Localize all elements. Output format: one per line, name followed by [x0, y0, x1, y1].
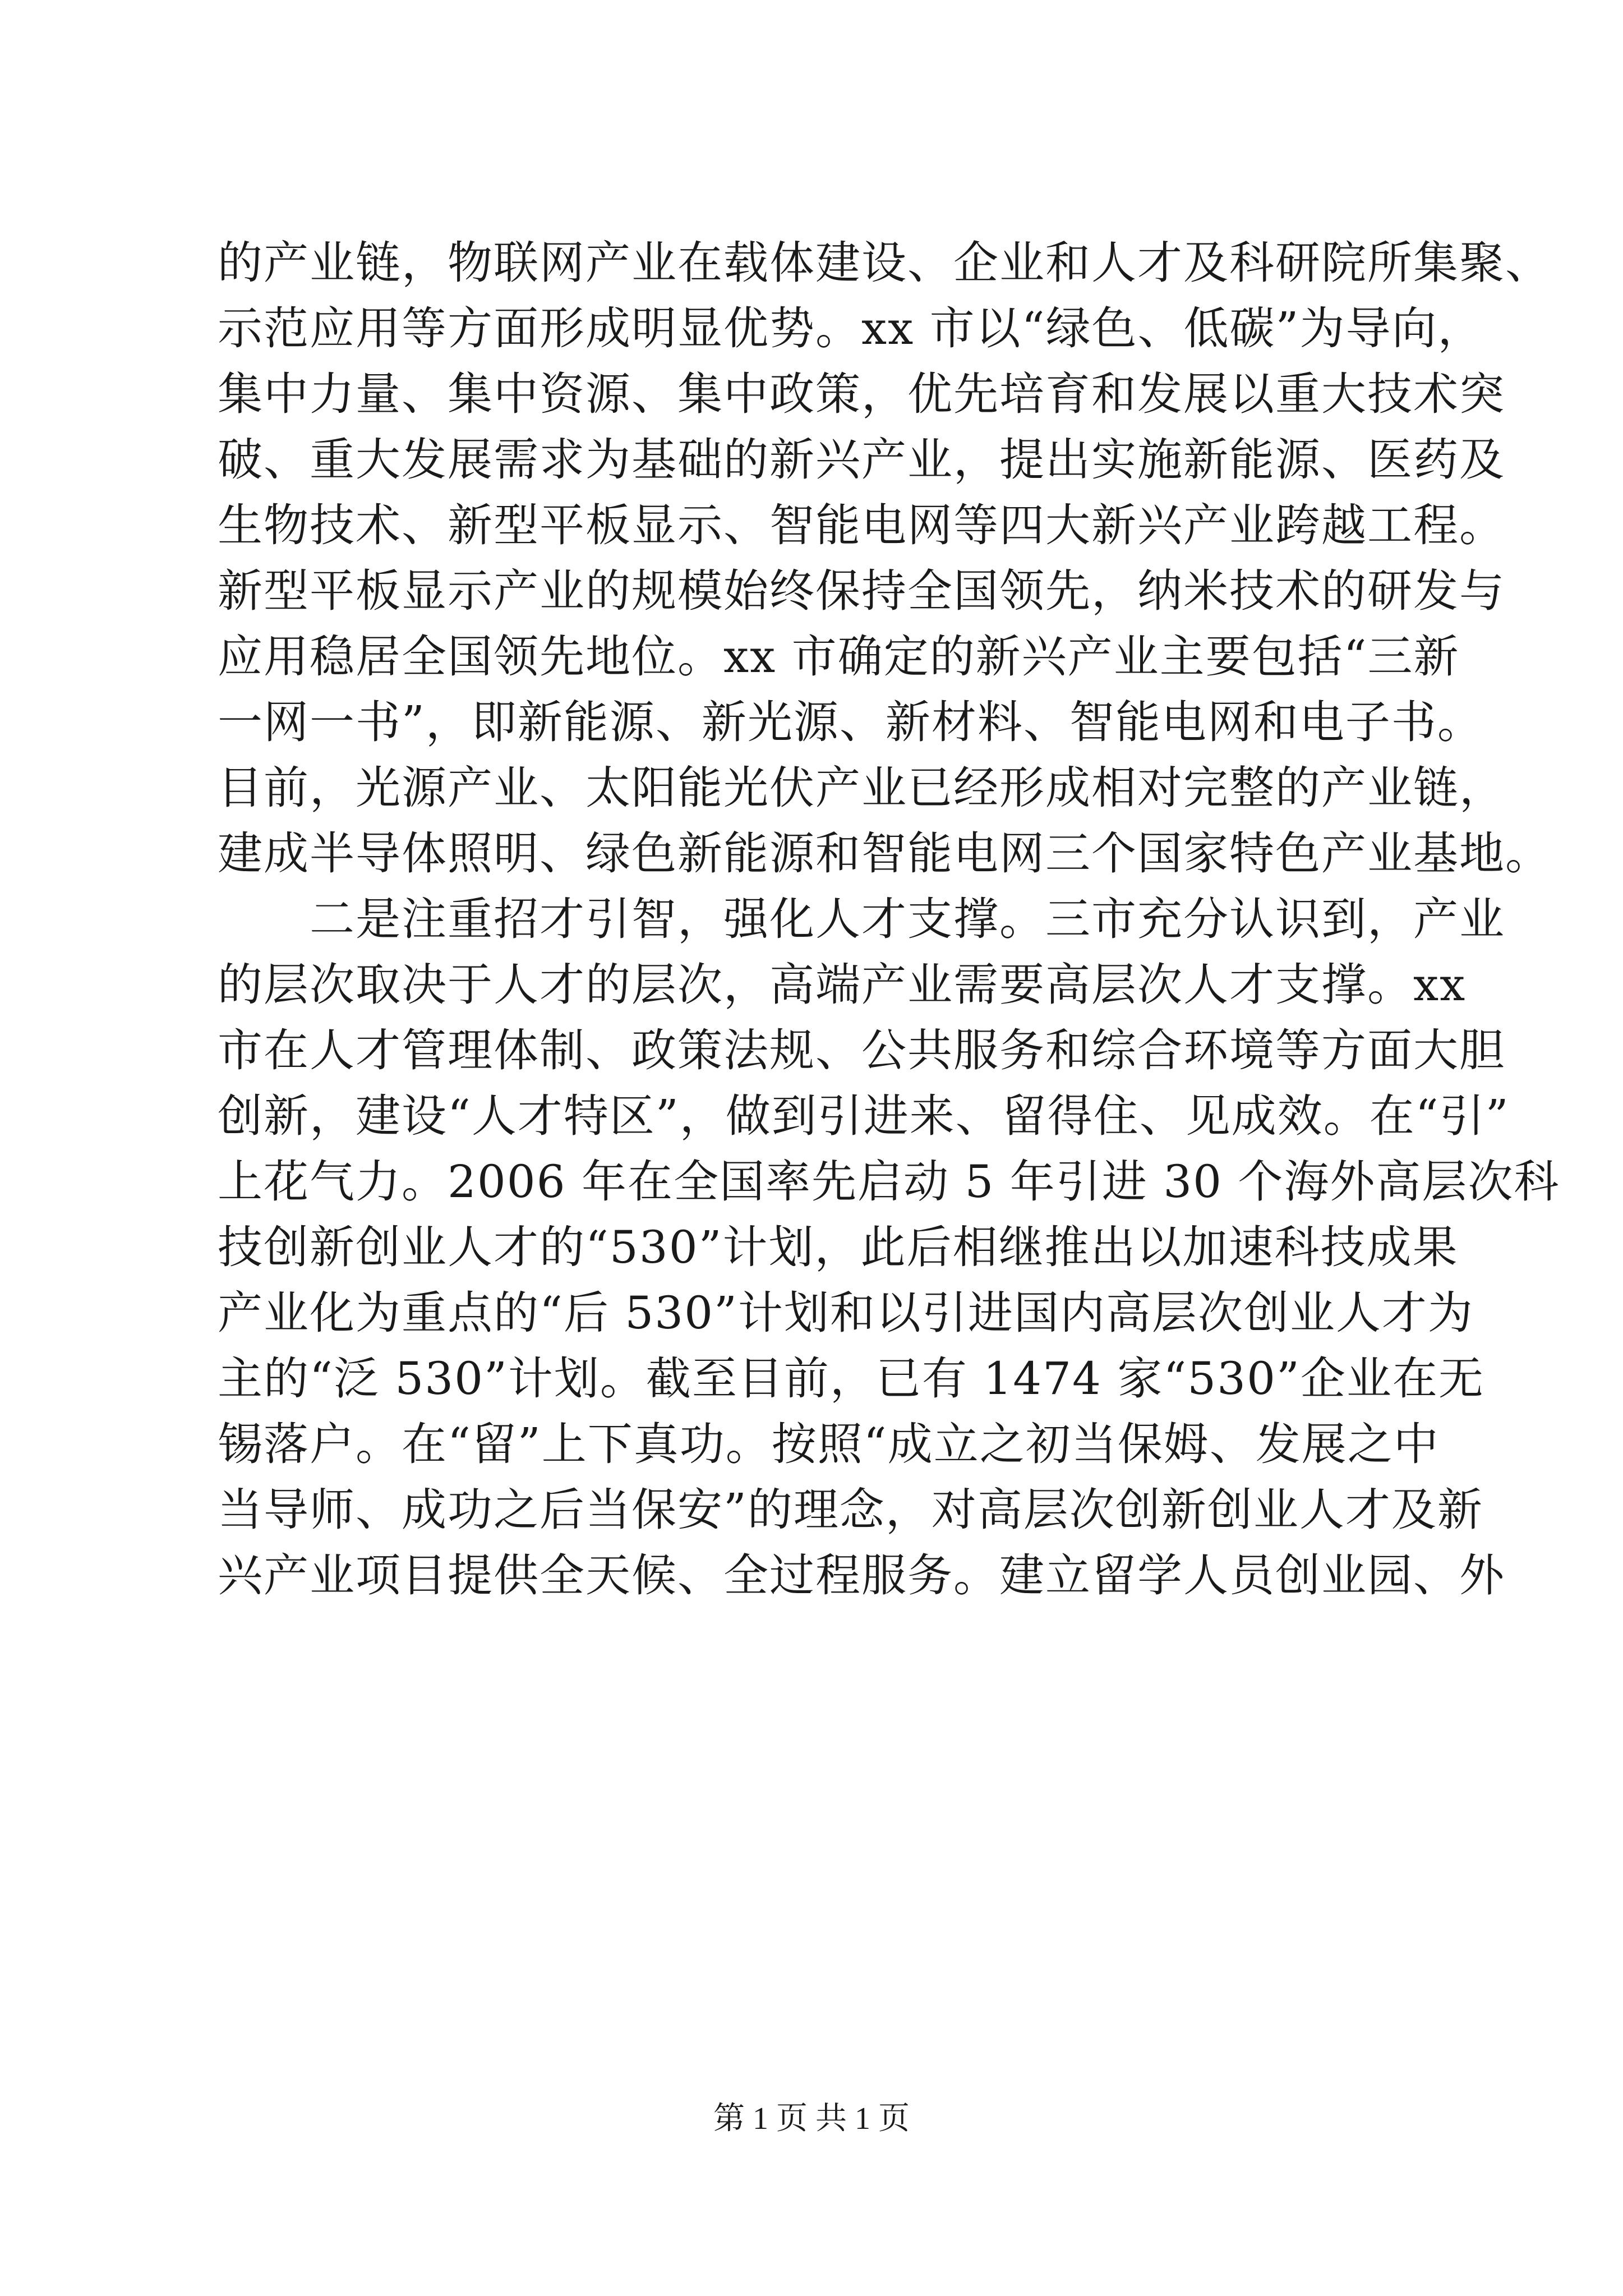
page-number-footer: 第 1 页 共 1 页	[713, 2101, 910, 2136]
text-line: 一网一书”，即新能源、新光源、新材料、智能电网和电子书。	[218, 696, 1483, 748]
text-line: 创新，建设“人才特区”，做到引进来、留得住、见成效。在“引”	[218, 1090, 1510, 1142]
text-line: 产业化为重点的“后 530”计划和以引进国内高层次创业人才为	[218, 1287, 1474, 1339]
text-line: 建成半导体照明、绿色新能源和智能电网三个国家特色产业基地。	[218, 827, 1551, 880]
document-body	[218, 230, 1560, 1608]
text-line: 市在人才管理体制、政策法规、公共服务和综合环境等方面大胆	[218, 1024, 1505, 1076]
text-line: 兴产业项目提供全天候、全过程服务。建立留学人员创业园、外	[218, 1549, 1505, 1602]
text-line: 目前，光源产业、太阳能光伏产业已经形成相对完整的产业链，	[218, 762, 1505, 814]
text-line: 当导师、成功之后当保安”的理念，对高层次创新创业人才及新	[218, 1484, 1483, 1536]
text-line: 上花气力。2006 年在全国率先启动 5 年引进 30 个海外高层次科	[218, 1156, 1560, 1208]
text-line: 示范应用等方面形成明显优势。xx 市以“绿色、低碳”为导向，	[218, 302, 1484, 355]
text-line: 技创新创业人才的“530”计划，此后相继推出以加速科技成果	[218, 1221, 1459, 1273]
text-line: 的层次取决于人才的层次，高端产业需要高层次人才支撑。xx	[218, 959, 1467, 1011]
text-line: 破、重大发展需求为基础的新兴产业，提出实施新能源、医药及	[218, 434, 1505, 486]
text-line: 新型平板显示产业的规模始终保持全国领先，纳米技术的研发与	[218, 565, 1505, 617]
text-line: 生物技术、新型平板显示、智能电网等四大新兴产业跨越工程。	[218, 499, 1505, 551]
text-line: 应用稳居全国领先地位。xx 市确定的新兴产业主要包括“三新	[218, 631, 1460, 683]
paragraph-start-line: 二是注重招才引智，强化人才支撑。三市充分认识到，产业	[218, 893, 1505, 945]
text-line: 锡落户。在“留”上下真功。按照“成立之初当保姆、发展之中	[218, 1418, 1440, 1470]
text-line: 集中力量、集中资源、集中政策，优先培育和发展以重大技术突	[218, 368, 1505, 420]
text-line: 的产业链，物联网产业在载体建设、企业和人才及科研院所集聚、	[218, 237, 1551, 289]
text-line: 主的“泛 530”计划。截至目前，已有 1474 家“530”企业在无	[218, 1352, 1484, 1405]
